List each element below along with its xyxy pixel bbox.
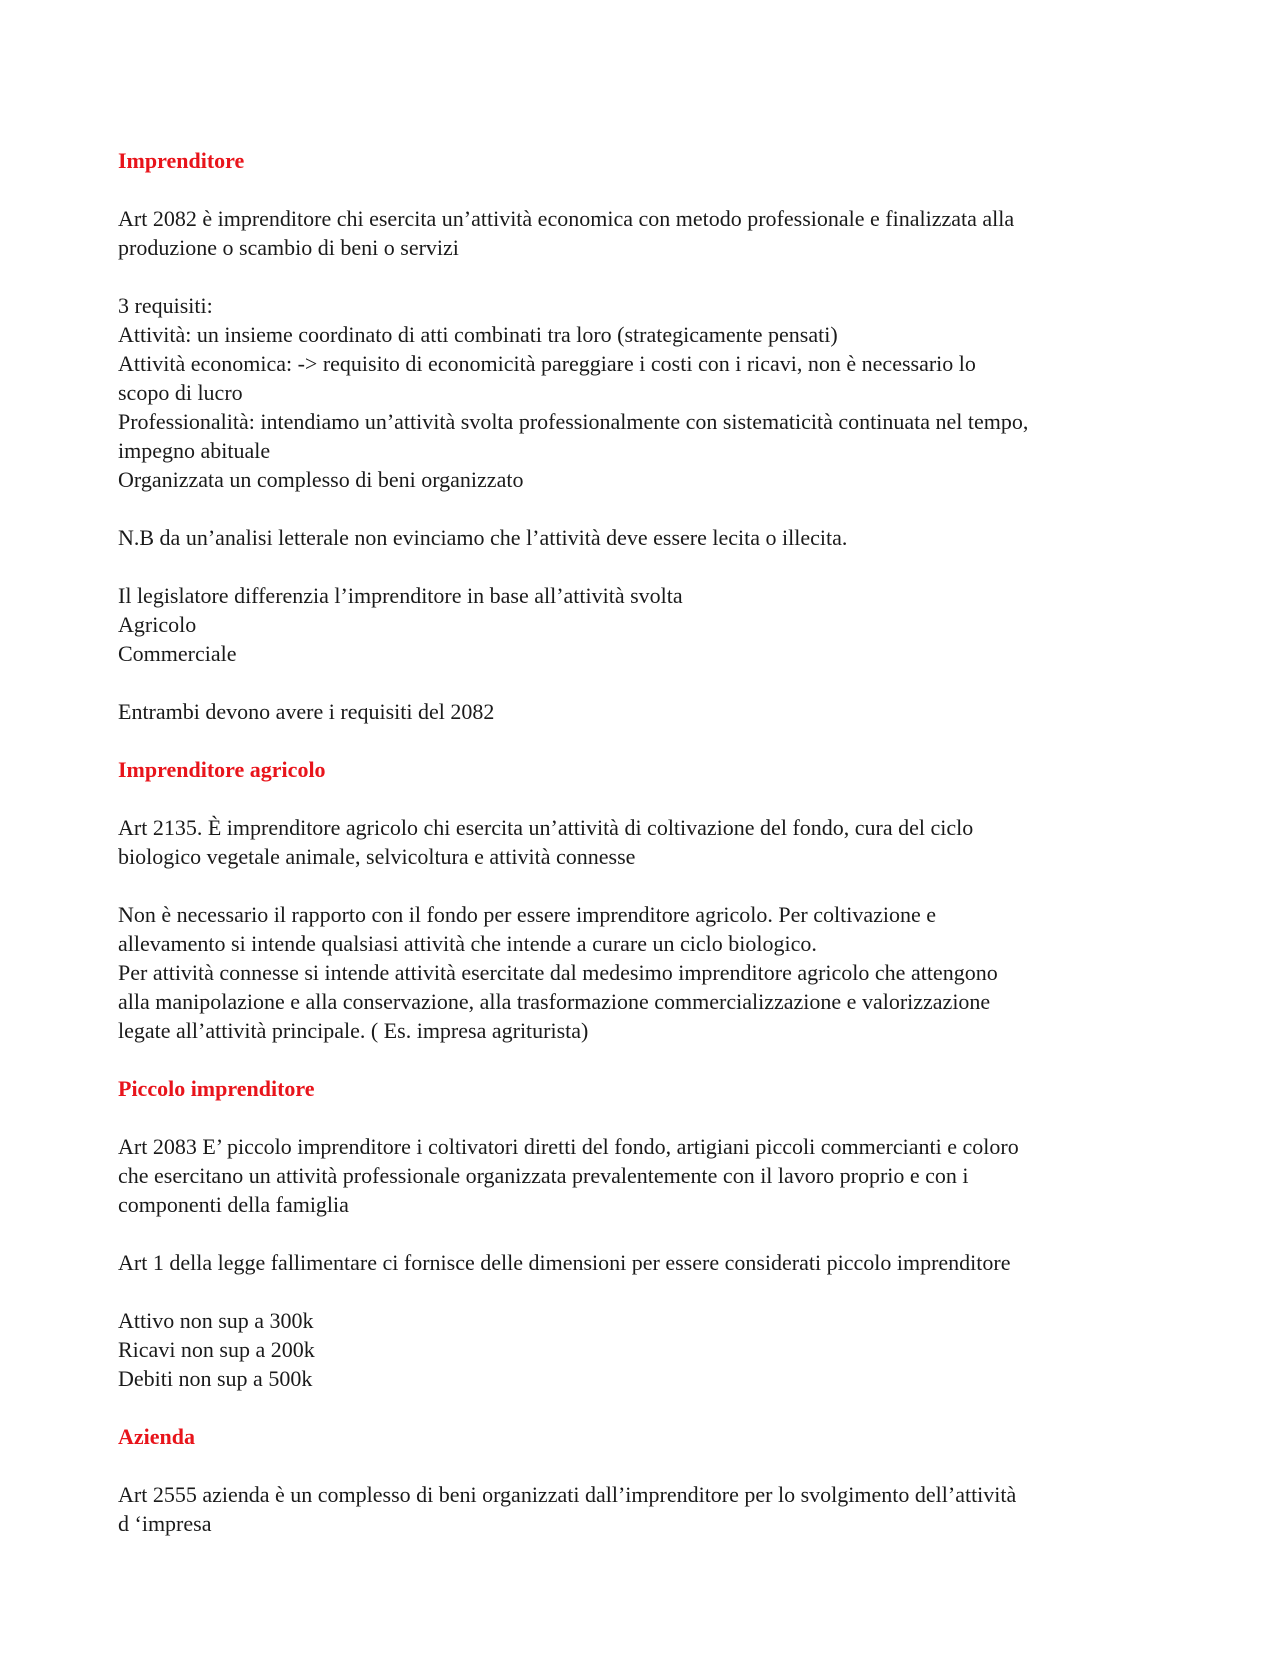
text-line: scopo di lucro <box>118 380 243 405</box>
section-heading: Imprenditore agricolo <box>118 757 326 782</box>
text-line: Organizzata un complesso di beni organizzato <box>118 467 524 492</box>
paragraph <box>118 581 1168 668</box>
text-line: 3 requisiti: <box>118 293 213 318</box>
text-line: d ‘impresa <box>118 1511 212 1536</box>
text-line: Attivo non sup a 300k <box>118 1308 314 1333</box>
text-line: produzione o scambio di beni o servizi <box>118 235 459 260</box>
text-line: Art 2135. È imprenditore agricolo chi esercita un’attività di coltivazione del fondo, cura del ciclo <box>118 815 974 840</box>
text-line: che esercitano un attività professionale organizzata prevalentemente con il lavoro proprio e con i <box>118 1163 969 1188</box>
section-heading: Piccolo imprenditore <box>118 1076 315 1101</box>
paragraph <box>118 1132 1168 1219</box>
text-line: Il legislatore differenzia l’imprenditore in base all’attività svolta <box>118 583 683 608</box>
paragraph <box>118 1248 1168 1277</box>
text-line: legate all’attività principale. ( Es. impresa agriturista) <box>118 1018 589 1043</box>
paragraph-spacer <box>118 552 1168 581</box>
text-line: Debiti non sup a 500k <box>118 1366 313 1391</box>
paragraph-spacer <box>118 871 1168 900</box>
paragraph-spacer <box>118 494 1168 523</box>
paragraph-spacer <box>118 784 1168 813</box>
text-line: alla manipolazione e alla conservazione, alla trasformazione commercializzazione e valorizzazione <box>118 989 991 1014</box>
paragraph <box>118 291 1168 494</box>
paragraph <box>118 523 1168 552</box>
text-line: Agricolo <box>118 612 197 637</box>
paragraph-spacer <box>118 1219 1168 1248</box>
document-page <box>118 146 1168 1538</box>
text-line: impegno abituale <box>118 438 271 463</box>
paragraph <box>118 900 1168 1045</box>
text-line: Professionalità: intendiamo un’attività svolta professionalmente con sistematicità continuata nel tempo, <box>118 409 1029 434</box>
text-line: biologico vegetale animale, selvicoltura e attività connesse <box>118 844 636 869</box>
paragraph <box>118 697 1168 726</box>
text-line: N.B da un’analisi letterale non evinciamo che l’attività deve essere lecita o illecita. <box>118 525 848 550</box>
text-line: componenti della famiglia <box>118 1192 349 1217</box>
paragraph-spacer <box>118 1393 1168 1422</box>
text-line: Per attività connesse si intende attività esercitate dal medesimo imprenditore agricolo che attengono <box>118 960 998 985</box>
text-line: Non è necessario il rapporto con il fondo per essere imprenditore agricolo. Per coltivazione e <box>118 902 936 927</box>
paragraph-spacer <box>118 668 1168 697</box>
text-line: Art 1 della legge fallimentare ci fornisce delle dimensioni per essere considerati piccolo imprenditore <box>118 1250 1011 1275</box>
paragraph <box>118 813 1168 871</box>
paragraph-spacer <box>118 1277 1168 1306</box>
text-line: Ricavi non sup a 200k <box>118 1337 315 1362</box>
paragraph <box>118 1306 1168 1393</box>
paragraph-spacer <box>118 1045 1168 1074</box>
text-line: Commerciale <box>118 641 237 666</box>
text-line: Attività: un insieme coordinato di atti combinati tra loro (strategicamente pensati) <box>118 322 838 347</box>
text-line: Attività economica: -> requisito di economicità pareggiare i costi con i ricavi, non è necessario lo <box>118 351 976 376</box>
text-line: Art 2082 è imprenditore chi esercita un’attività economica con metodo professionale e finalizzata alla <box>118 206 1015 231</box>
text-line: allevamento si intende qualsiasi attività che intende a curare un ciclo biologico. <box>118 931 817 956</box>
text-line: Art 2555 azienda è un complesso di beni organizzati dall’imprenditore per lo svolgimento dell’attività <box>118 1482 1017 1507</box>
text-line: Art 2083 E’ piccolo imprenditore i coltivatori diretti del fondo, artigiani piccoli commercianti e coloro <box>118 1134 1019 1159</box>
section-heading: Azienda <box>118 1424 195 1449</box>
text-line: Entrambi devono avere i requisiti del 2082 <box>118 699 495 724</box>
paragraph <box>118 1480 1168 1538</box>
paragraph-spacer <box>118 1103 1168 1132</box>
paragraph-spacer <box>118 262 1168 291</box>
paragraph-spacer <box>118 1451 1168 1480</box>
paragraph <box>118 204 1168 262</box>
paragraph-spacer <box>118 726 1168 755</box>
section-heading: Imprenditore <box>118 148 245 173</box>
paragraph-spacer <box>118 175 1168 204</box>
